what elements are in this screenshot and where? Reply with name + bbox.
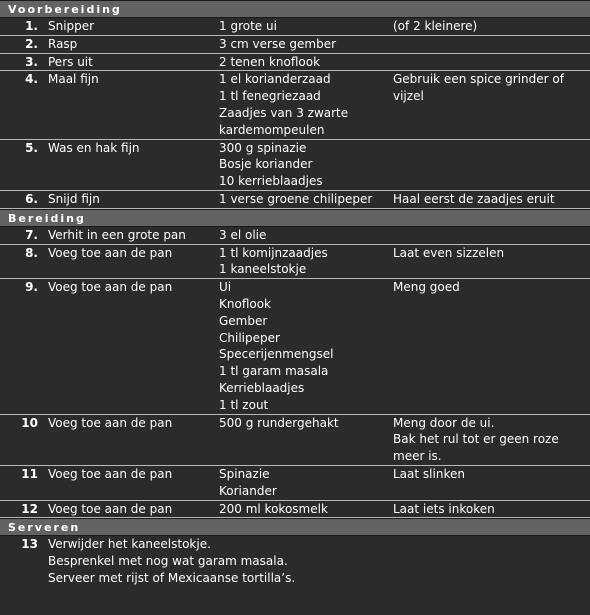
- step-action: Voeg toe aan de pan: [48, 244, 219, 279]
- step-row: [0, 279, 590, 414]
- step-action: Pers uit: [48, 53, 219, 71]
- ingredient-line: Gember: [219, 313, 268, 328]
- step-action: Rasp: [48, 35, 219, 53]
- ingredient-line: Spinazie: [219, 466, 270, 481]
- step-ingredients: [219, 35, 393, 53]
- ingredient-line: 1 tl fenegriezaad: [219, 89, 321, 104]
- step-number: 7.: [0, 227, 48, 244]
- ingredient-line: Ui: [219, 280, 232, 295]
- step-ingredients: [219, 53, 393, 71]
- ingredient-line: 1 el korianderzaad: [219, 72, 331, 87]
- step-number: 11: [0, 465, 48, 500]
- step-row: [0, 465, 590, 500]
- ingredient-line: 300 g spinazie: [219, 140, 307, 155]
- step-action: Snipper: [48, 18, 219, 35]
- ingredient-line: kardemompeulen: [219, 122, 325, 137]
- section-header-voorbereiding: Voorbereiding: [0, 0, 590, 18]
- prep-table: [0, 18, 590, 209]
- step-action: Verhit in een grote pan: [48, 227, 219, 244]
- ingredient-line: Specerijenmengsel: [219, 347, 334, 362]
- step-ingredients: [219, 190, 393, 208]
- step-number: 8.: [0, 244, 48, 279]
- step-number: 5.: [0, 139, 48, 190]
- step-number: 10: [0, 414, 48, 465]
- step-ingredients: [219, 414, 393, 465]
- ingredient-line: 2 tenen knoflook: [219, 54, 321, 69]
- step-note: Meng door de ui. Bak het rul tot er geen roze meer is.: [393, 414, 590, 465]
- step-number: 4.: [0, 71, 48, 139]
- ingredient-line: Bosje koriander: [219, 157, 313, 172]
- ingredient-line: Zaadjes van 3 zwarte: [219, 105, 349, 120]
- step-action: Was en hak fijn: [48, 139, 219, 190]
- ingredient-line: 1 tl zout: [219, 397, 269, 412]
- step-action: Voeg toe aan de pan: [48, 414, 219, 465]
- ingredient-line: Chilipeper: [219, 330, 280, 345]
- ingredient-line: 1 kaneelstokje: [219, 262, 307, 277]
- step-row: [0, 18, 590, 35]
- serve-line: Verwijder het kaneelstokje.: [48, 537, 211, 552]
- ingredient-line: 3 el olie: [219, 227, 267, 242]
- step-action: Voeg toe aan de pan: [48, 465, 219, 500]
- step-row: [0, 53, 590, 71]
- step-number: 13: [21, 537, 38, 552]
- step-number: 9.: [0, 279, 48, 414]
- step-action: Voeg toe aan de pan: [48, 279, 219, 414]
- step-ingredients: [219, 227, 393, 244]
- step-row: [0, 71, 590, 139]
- step-note: (of 2 kleinere): [393, 18, 590, 35]
- step-action: Voeg toe aan de pan: [48, 500, 219, 518]
- ingredient-line: 1 tl komijnzaadjes: [219, 245, 328, 260]
- step-row: [0, 190, 590, 208]
- step-number: 2.: [0, 35, 48, 53]
- step-ingredients: [219, 244, 393, 279]
- step-ingredients: [219, 18, 393, 35]
- serve-line: Besprenkel met nog wat garam masala.: [48, 554, 288, 569]
- step-row: [0, 500, 590, 518]
- step-row: [0, 227, 590, 244]
- step-ingredients: [219, 465, 393, 500]
- ingredient-line: Kerrieblaadjes: [219, 380, 305, 395]
- cook-table: [0, 227, 590, 519]
- step-note: Gebruik een spice grinder of vijzel: [393, 71, 590, 139]
- step-row: [0, 35, 590, 53]
- step-note: [393, 227, 590, 244]
- ingredient-line: 200 ml kokosmelk: [219, 501, 328, 516]
- ingredient-line: 1 grote ui: [219, 19, 277, 33]
- step-note: Laat even sizzelen: [393, 244, 590, 279]
- step-ingredients: [219, 139, 393, 190]
- step-row: [0, 244, 590, 279]
- step-row: [0, 139, 590, 190]
- step-ingredients: [219, 279, 393, 414]
- step-number: 1.: [0, 18, 48, 35]
- ingredient-line: 500 g rundergehakt: [219, 415, 339, 430]
- step-action: Maal fijn: [48, 71, 219, 139]
- step-note: Laat iets inkoken: [393, 500, 590, 518]
- ingredient-line: 1 verse groene chilipeper: [219, 191, 373, 206]
- step-number: 6.: [0, 190, 48, 208]
- step-note: Meng goed: [393, 279, 590, 414]
- serve-step: [0, 536, 590, 586]
- step-row: [0, 414, 590, 465]
- section-header-bereiding: Bereiding: [0, 209, 590, 227]
- ingredient-line: 3 cm verse gember: [219, 36, 337, 51]
- step-action: Snijd fijn: [48, 190, 219, 208]
- step-note: Laat slinken: [393, 465, 590, 500]
- step-ingredients: [219, 71, 393, 139]
- step-ingredients: [219, 500, 393, 518]
- step-number: 3.: [0, 53, 48, 71]
- step-note: [393, 35, 590, 53]
- step-number: 12: [0, 500, 48, 518]
- step-note: [393, 53, 590, 71]
- ingredient-line: Koriander: [219, 483, 277, 498]
- serve-line: Serveer met rijst of Mexicaanse tortilla’s.: [48, 570, 296, 585]
- ingredient-line: 10 kerrieblaadjes: [219, 174, 323, 189]
- step-note: Haal eerst de zaadjes eruit: [393, 190, 590, 208]
- ingredient-line: Knoflook: [219, 296, 272, 311]
- section-header-serveren: Serveren: [0, 518, 590, 536]
- ingredient-line: 1 tl garam masala: [219, 364, 329, 379]
- step-note: [393, 139, 590, 190]
- serve-lines: [48, 536, 295, 586]
